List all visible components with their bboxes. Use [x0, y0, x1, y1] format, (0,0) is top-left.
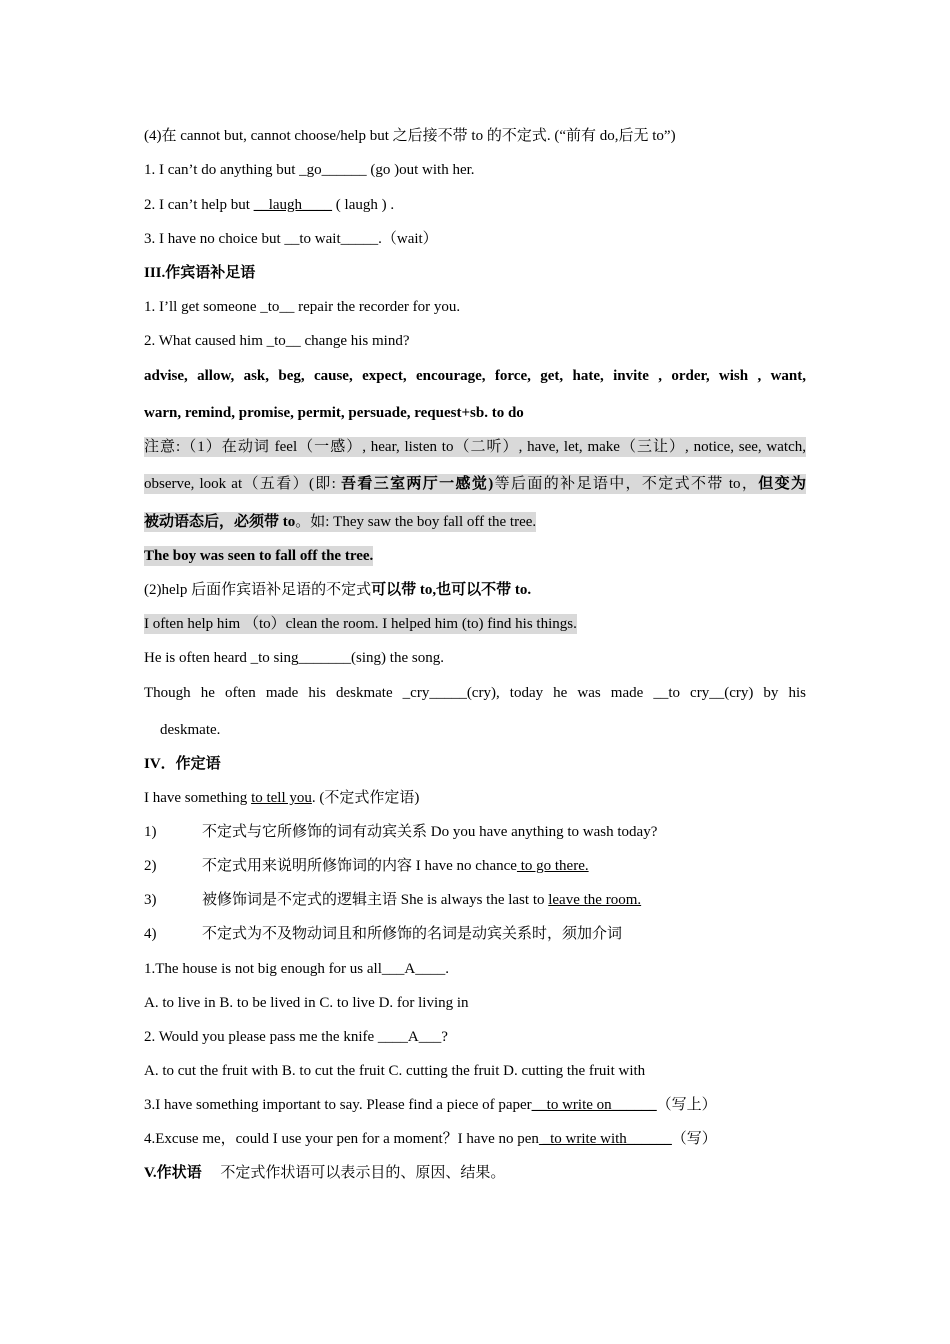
- verb-list-line: advise, allow, ask, beg, cause, expect, encourage, force, get, hate, invite , order, wish , want,: [144, 368, 806, 384]
- example-line: I often help him （to）clean the room. I helped him (to) find his things.: [144, 616, 577, 632]
- example-line: 3. I have no choice but __to wait_____.（wait）: [144, 231, 438, 247]
- list-item: 3) 被修饰词是不定式的逻辑主语 She is always the last to leave the room.: [144, 892, 642, 908]
- example-line: 1. I’ll get someone _to__ repair the recorder for you.: [144, 299, 461, 315]
- answer-blank: __laugh____: [253, 197, 333, 213]
- question-line: 3.I have something important to say. Please find a piece of paper__to write on______（写上）: [144, 1097, 717, 1113]
- example-line: I have something to tell you. (不定式作定语): [144, 790, 420, 806]
- example-line: Though he often made his deskmate _cry_____(cry), today he was made __to cry__(cry) by his: [144, 685, 806, 701]
- options-line: A. to cut the fruit with B. to cut the fruit C. cutting the fruit D. cutting the fruit with: [144, 1063, 646, 1079]
- note-line: The boy was seen to fall off the tree.: [144, 548, 374, 564]
- list-item: 1) 不定式与它所修饰的词有动宾关系 Do you have anything to wash today?: [144, 824, 658, 840]
- question-line: 4.Excuse me，could I use your pen for a moment？I have no pen _to write with______（写）: [144, 1131, 717, 1147]
- section-heading-iii: III.作宾语补足语: [144, 265, 256, 281]
- rule-line: (2)help 后面作宾语补足语的不定式可以带 to,也可以不带 to.: [144, 582, 532, 598]
- note-line: observe, look at（五看）(即: 吾看三室两厅一感觉)等后面的补足语中，不定式不带 to，但变为: [144, 476, 806, 492]
- answer-blank: __to write on______: [531, 1097, 657, 1113]
- list-item: 4) 不定式为不及物动词且和所修饰的名词是动宾关系时，须加介词: [144, 926, 623, 942]
- question-line: 1.The house is not big enough for us all___A____.: [144, 961, 449, 977]
- options-line: A. to live in B. to be lived in C. to live D. for living in: [144, 995, 469, 1011]
- question-line: 2. Would you please pass me the knife ____A___?: [144, 1029, 448, 1045]
- note-line: 被动语态后，必须带 to。如: They saw the boy fall off the tree.: [144, 514, 537, 530]
- example-line: 2. I can’t help but __laugh____ ( laugh ) .: [144, 197, 395, 213]
- list-item: 2) 不定式用来说明所修饰词的内容 I have no chance to go there.: [144, 858, 589, 874]
- example-line: 1. I can’t do anything but _go______ (go )out with her.: [144, 162, 475, 178]
- example-line: 2. What caused him _to__ change his mind?: [144, 333, 410, 349]
- example-line: He is often heard _to sing_______(sing) the song.: [144, 650, 444, 666]
- verb-list-line: warn, remind, promise, permit, persuade, request+sb. to do: [144, 405, 524, 421]
- example-line: deskmate.: [160, 722, 221, 738]
- rule-4-heading: (4)在 cannot but, cannot choose/help but 之后接不带 to 的不定式. (“前有 do,后无 to”): [144, 128, 676, 144]
- section-heading-iv: IV．作定语: [144, 756, 221, 772]
- section-heading-v: V.作状语 不定式作状语可以表示目的、原因、结果。: [144, 1165, 506, 1181]
- note-line: 注意:（1）在动词 feel（一感）, hear, listen to（二听）, have, let, make（三让）, notice, see, watch,: [144, 439, 806, 455]
- answer-blank: _to write with______: [538, 1131, 672, 1147]
